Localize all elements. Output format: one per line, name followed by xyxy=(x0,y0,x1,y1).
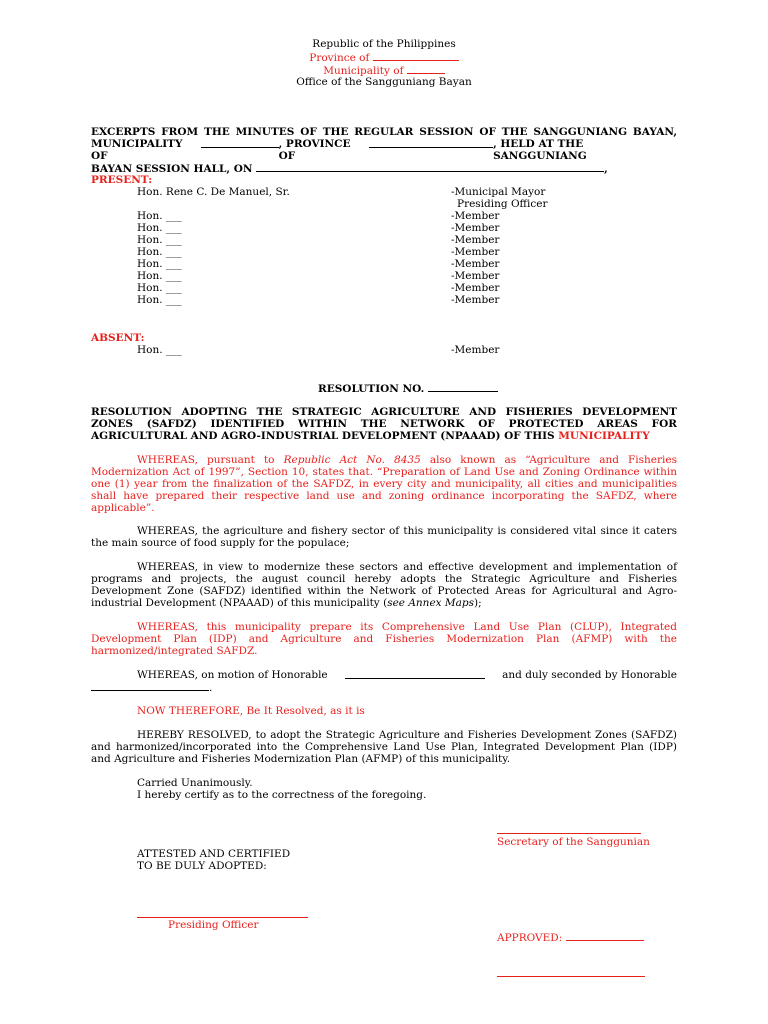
whereas-3-annex: see Annex Maps xyxy=(387,597,475,609)
absent-role: -Member xyxy=(451,344,500,356)
carried-unanimously: Carried Unanimously. xyxy=(137,777,253,789)
excerpt-date-blank[interactable] xyxy=(256,162,604,172)
attendee-name: Hon. ___ xyxy=(137,270,182,282)
secretary-signature-line[interactable] xyxy=(497,833,641,834)
whereas-4: WHEREAS, this municipality prepare its Comprehensive Land Use Plan (CLUP), Integrated Development Plan (IDP) and Agriculture and Fisheries Modernization Plan (AFMP) with the harmonized/integrated SAFDZ. xyxy=(91,621,677,657)
excerpt-line-2 xyxy=(91,138,677,162)
resolution-number xyxy=(318,382,498,395)
whereas-3-body: WHEREAS, in view to modernize these sectors and effective development and implementation of programs and projects, the august council hereby adopts the Strategic Agriculture and Fisheries Development Zone (SAFDZ) identified within the Network of Protected Areas for Agricultural and Agro-industrial Development (NPAAAD) of this municipality ( xyxy=(91,561,677,609)
attendee-row xyxy=(137,234,577,246)
hereby-resolved: HEREBY RESOLVED, to adopt the Strategic Agriculture and Fisheries Development Zones (SAFDZ) and harmonized/incorporated into the Comprehensive Land Use Plan, Integrated Development Plan (IDP) and Agriculture and Fisheries Modernization Plan (AFMP) of this municipality. xyxy=(91,729,677,765)
presiding-signature-line[interactable] xyxy=(137,917,308,918)
attendee-row xyxy=(137,294,577,306)
header-province xyxy=(0,51,768,64)
secretary-label: Secretary of the Sanggunian xyxy=(497,836,650,848)
municipality-blank[interactable] xyxy=(407,64,445,74)
presiding-officer-label: Presiding Officer xyxy=(168,919,259,931)
absent-row xyxy=(137,344,577,356)
whereas-2: WHEREAS, the agriculture and fishery sector of this municipality is considered vital since it caters the main source of food supply for the populace; xyxy=(91,525,677,549)
attendee-name: Hon. ___ xyxy=(137,234,182,246)
whereas-1-act: Republic Act No. 8435 xyxy=(283,454,421,466)
attendee-row xyxy=(137,210,577,222)
attendee-row xyxy=(137,282,577,294)
attendee-row xyxy=(137,270,577,282)
whereas-5-period: . xyxy=(209,682,213,694)
attendee-role: -Member xyxy=(451,294,500,306)
excerpt-line-3 xyxy=(91,162,677,175)
attendee-name: Hon. ___ xyxy=(137,294,182,306)
attendee-row xyxy=(137,198,577,210)
attendee-role: -Municipal Mayor xyxy=(451,186,546,198)
whereas-1-intro: WHEREAS, pursuant to xyxy=(137,454,275,466)
excerpt-municipality-blank[interactable] xyxy=(201,138,279,148)
attendee-name: Hon. ___ xyxy=(137,258,182,270)
excerpt-block xyxy=(91,126,677,175)
attendee-row xyxy=(137,186,577,198)
republic-text: Republic of the Philippines xyxy=(312,38,456,50)
resolution-number-label: RESOLUTION NO. xyxy=(318,383,425,395)
attendee-name: Hon. ___ xyxy=(137,210,182,222)
attendee-row xyxy=(137,222,577,234)
whereas-5-line-1 xyxy=(137,669,677,681)
office-text: Office of the Sangguniang Bayan xyxy=(296,76,472,88)
excerpt-line-1: EXCERPTS FROM THE MINUTES OF THE REGULAR SESSION OF THE SANGGUNIANG BAYAN, xyxy=(91,126,677,138)
attendee-role: -Member xyxy=(451,234,500,246)
excerpt-date-label: BAYAN SESSION HALL, ON xyxy=(91,163,253,175)
resolution-title-municipality: MUNICIPALITY xyxy=(558,430,650,442)
attested-line-1: ATTESTED AND CERTIFIED xyxy=(137,848,291,860)
attendee-row xyxy=(137,246,577,258)
absent-label: ABSENT: xyxy=(91,332,145,344)
present-label: PRESENT: xyxy=(91,174,153,186)
excerpt-municipality-label: MUNICIPALITY OF xyxy=(91,138,183,162)
resolution-title xyxy=(91,406,677,442)
resolution-title-text: RESOLUTION ADOPTING THE STRATEGIC AGRICULTURE AND FISHERIES DEVELOPMENT ZONES (SAFDZ) IDENTIFIED WITHIN THE NETWORK OF PROTECTED AREAS FOR AGRICULTURAL AND AGRO-INDUSTRIAL DEVELOPMENT (NPAAAD) OF THIS xyxy=(91,406,677,442)
excerpt-held-label: , HELD AT THE SANGGUNIANG xyxy=(493,138,587,162)
approved-label: APPROVED: xyxy=(497,932,563,944)
municipality-label: Municipality of xyxy=(323,65,404,77)
whereas-3-end: ); xyxy=(474,597,482,609)
province-label: Province of xyxy=(309,52,370,64)
seconded-honorable-blank[interactable] xyxy=(91,681,209,691)
approver-signature-line[interactable] xyxy=(497,976,645,977)
now-therefore: NOW THEREFORE, Be It Resolved, as it is xyxy=(137,705,365,717)
attendee-role: Presiding Officer xyxy=(457,198,548,210)
attendee-role: -Member xyxy=(451,246,500,258)
province-blank[interactable] xyxy=(373,51,459,61)
whereas-1-body: also known as “Agriculture and Fisheries Modernization Act of 1997”, Section 10, states that. “Preparation of Land Use and Zoning Ordinance within one (1) year from the finalization of the SAFDZ, in every city and municipality, all cities and municipalities shall have prepared their respective land use and zoning ordinance incorporating the SAFDZ, where applicable”. xyxy=(91,454,677,514)
motion-honorable-blank[interactable] xyxy=(345,669,485,679)
attendee-name: Hon. ___ xyxy=(137,282,182,294)
attendee-row xyxy=(137,258,577,270)
approved-date-blank[interactable] xyxy=(566,931,644,941)
attendee-name: Hon. ___ xyxy=(137,246,182,258)
approved-block xyxy=(497,931,644,944)
whereas-1 xyxy=(91,454,677,514)
whereas-5-seconded: and duly seconded by Honorable xyxy=(502,669,677,681)
attested-line-2: TO BE DULY ADOPTED: xyxy=(137,860,267,872)
whereas-3 xyxy=(91,561,677,609)
whereas-5-motion: WHEREAS, on motion of Honorable xyxy=(137,669,328,681)
attendee-role: -Member xyxy=(451,258,500,270)
attendee-role: -Member xyxy=(451,270,500,282)
attendee-name: Hon. ___ xyxy=(137,222,182,234)
attendee-role: -Member xyxy=(451,210,500,222)
header-republic xyxy=(0,38,768,50)
attendee-role: -Member xyxy=(451,282,500,294)
resolution-number-blank[interactable] xyxy=(428,382,498,392)
header-office xyxy=(0,76,768,88)
excerpt-date-comma: , xyxy=(604,163,608,175)
attendee-name: Hon. Rene C. De Manuel, Sr. xyxy=(137,186,290,198)
certify-statement: I hereby certify as to the correctness of the foregoing. xyxy=(137,789,427,801)
attendee-role: -Member xyxy=(451,222,500,234)
absent-name: Hon. ___ xyxy=(137,344,182,356)
excerpt-province-label: , PROVINCE OF xyxy=(278,138,351,162)
excerpt-province-blank[interactable] xyxy=(369,138,493,148)
whereas-5-line-2 xyxy=(91,681,212,694)
